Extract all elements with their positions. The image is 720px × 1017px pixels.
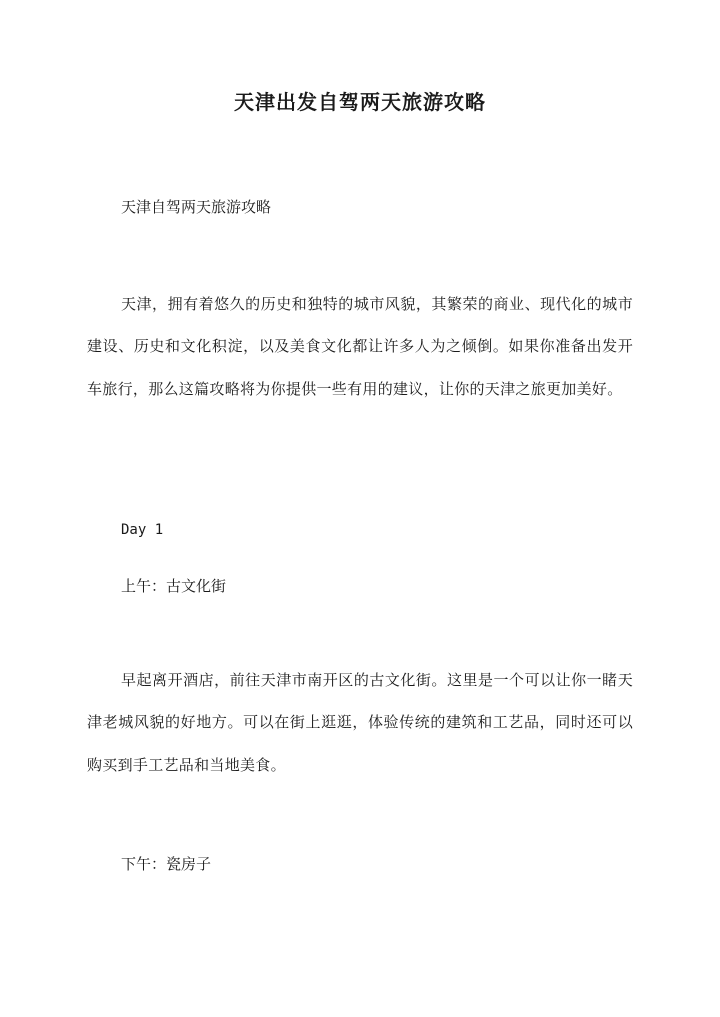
document-subtitle: 天津自驾两天旅游攻略 [121, 198, 272, 216]
morning-heading: 上午：古文化街 [121, 577, 227, 595]
morning-paragraph: 早起离开酒店，前往天津市南开区的古文化街。这里是一个可以让你一睹天津老城风貌的好地方。可以在街上逛逛，体验传统的建筑和工艺品，同时还可以购买到手工艺品和当地美食。 [87, 671, 633, 774]
intro-paragraph: 天津，拥有着悠久的历史和独特的城市风貌，其繁荣的商业、现代化的城市建设、历史和文化积淀，以及美食文化都让许多人为之倾倒。如果你准备出发开车旅行，那么这篇攻略将为你提供一些有用的建议，让你的天津之旅更加美好。 [87, 295, 633, 398]
afternoon-heading: 下午：瓷房子 [121, 855, 212, 873]
document-title: 天津出发自驾两天旅游攻略 [234, 90, 486, 114]
day-heading: Day 1 [121, 522, 164, 538]
